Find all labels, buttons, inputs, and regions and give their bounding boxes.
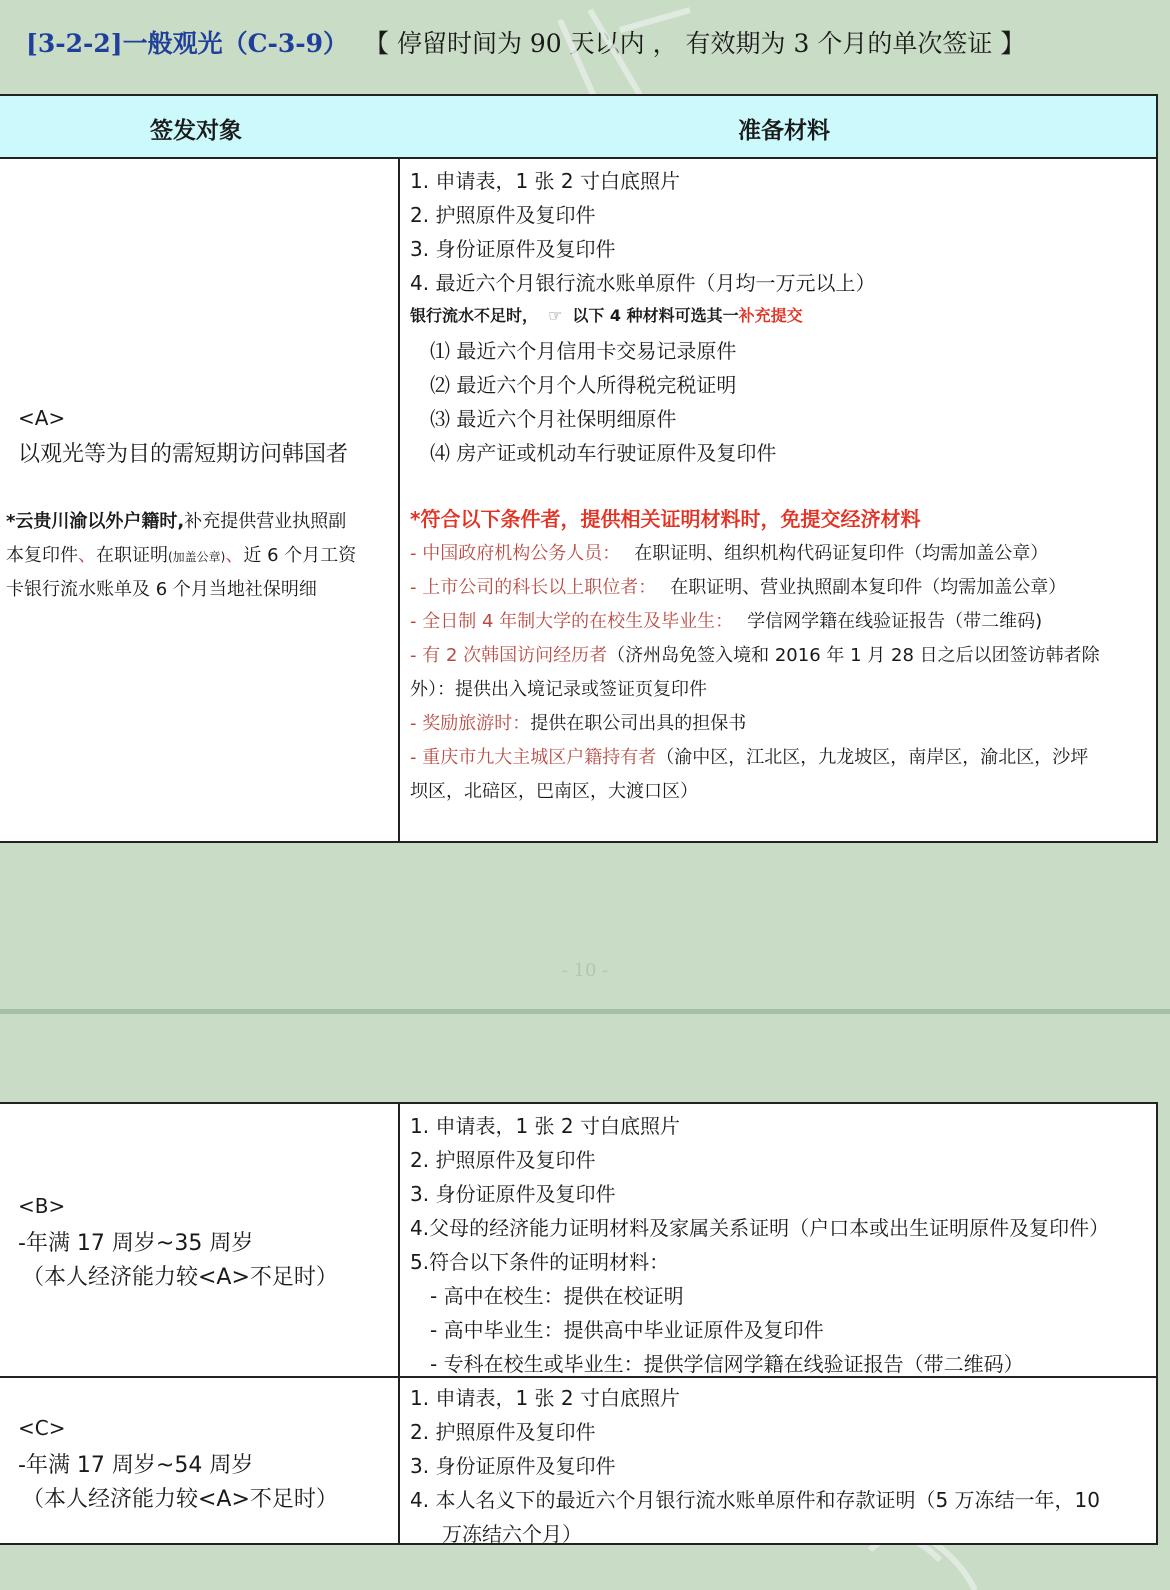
visa-code: [3-2-2]一般观光（C-3-9） [26, 29, 349, 58]
exempt-item: - 上市公司的科长以上职位者： 在职证明、营业执照副本复印件（均需加盖公章） [410, 577, 1067, 598]
material-item-continued: 万冻结六个月） [442, 1522, 582, 1546]
exempt-item: - 全日制 4 年制大学的在校生及毕业生： 学信网学籍在线验证报告（带二维码) [410, 611, 1043, 632]
material-subitem: - 高中在校生：提供在校证明 [430, 1284, 684, 1308]
material-item: 4. 本人名义下的最近六个月银行流水账单原件和存款证明（5 万冻结一年，10 [410, 1488, 1100, 1512]
note-line-1: *云贵川渝以外户籍时,补充提供营业执照副 [6, 511, 347, 532]
requirements-table-a [0, 94, 1158, 843]
exempt-item: - 中国政府机构公务人员： 在职证明、组织机构代码证复印件（均需加盖公章） [410, 543, 1049, 564]
exempt-title: *符合以下条件者，提供相关证明材料时，免提交经济材料 [410, 507, 921, 531]
exempt-item: - 重庆市九大主城区户籍持有者（渝中区，江北区，九龙坡区，南岸区，渝北区，沙坪 [410, 747, 1089, 768]
option-item: ⑴ 最近六个月信用卡交易记录原件 [430, 339, 737, 363]
requirements-table-bc [0, 1102, 1158, 1545]
material-item: 4.父母的经济能力证明材料及家属关系证明（户口本或出生证明原件及复印件） [410, 1216, 1110, 1240]
applicant-cell-b [0, 1104, 398, 1376]
condition-c: （本人经济能力较<A>不足时） [22, 1487, 338, 1512]
category-tag-c: <C> [18, 1416, 66, 1440]
page-number: - 10 - [561, 960, 609, 981]
age-range-c: -年满 17 周岁~54 周岁 [18, 1453, 254, 1478]
condition-b: （本人经济能力较<A>不足时） [22, 1265, 338, 1290]
material-item: 3. 身份证原件及复印件 [410, 1454, 616, 1478]
materials-cell-c [400, 1378, 1156, 1546]
insufficient-note: 银行流水不足时， ☞ 以下 4 种材料可选其一补充提交 [410, 306, 803, 325]
exempt-item-continued: 坝区，北碚区，巴南区，大渡口区） [410, 781, 698, 802]
material-item: 1. 申请表，1 张 2 寸白底照片 [410, 1114, 680, 1138]
header-materials: 准备材料 [738, 118, 830, 144]
material-item: 5.符合以下条件的证明材料： [410, 1250, 670, 1274]
title-bar [0, 0, 1170, 94]
exempt-item-continued: 外）：提供出入境记录或签证页复印件 [410, 679, 707, 700]
materials-cell-a [400, 159, 1156, 843]
page-title [26, 24, 1025, 60]
exempt-item: - 有 2 次韩国访问经历者（济州岛免签入境和 2016 年 1 月 28 日之后以团签访韩者除 [410, 645, 1100, 666]
material-item: 2. 护照原件及复印件 [410, 1420, 596, 1444]
pointing-hand-icon: ☞ [548, 306, 563, 325]
category-tag-b: <B> [18, 1194, 66, 1218]
exempt-item: - 奖励旅游时：提供在职公司出具的担保书 [410, 713, 747, 734]
page-divider [0, 1009, 1170, 1014]
material-item: 2. 护照原件及复印件 [410, 203, 596, 227]
note-line-3: 卡银行流水账单及 6 个月当地社保明细 [6, 579, 317, 600]
header-applicant: 签发对象 [150, 118, 242, 144]
applicant-cell-a [0, 159, 398, 843]
age-range-b: -年满 17 周岁~35 周岁 [18, 1231, 254, 1256]
category-tag-a: <A> [18, 406, 66, 430]
materials-cell-b [400, 1104, 1156, 1376]
material-item: 3. 身份证原件及复印件 [410, 1182, 616, 1206]
material-item: 1. 申请表，1 张 2 寸白底照片 [410, 1386, 680, 1410]
material-item: 3. 身份证原件及复印件 [410, 237, 616, 261]
applicant-cell-c [0, 1378, 398, 1543]
material-item: 4. 最近六个月银行流水账单原件（月均一万元以上） [410, 271, 876, 295]
material-subitem: - 高中毕业生：提供高中毕业证原件及复印件 [430, 1318, 824, 1342]
option-item: ⑷ 房产证或机动车行驶证原件及复印件 [430, 441, 777, 465]
material-item: 1. 申请表，1 张 2 寸白底照片 [410, 169, 680, 193]
material-item: 2. 护照原件及复印件 [410, 1148, 596, 1172]
material-subitem: - 专科在校生或毕业生：提供学信网学籍在线验证报告（带二维码） [430, 1352, 1024, 1376]
option-item: ⑵ 最近六个月个人所得税完税证明 [430, 373, 737, 397]
table-header [0, 96, 1158, 159]
visa-description: 【 停留时间为 90 天以内 ， 有效期为 3 个月的单次签证 】 [364, 29, 1026, 58]
category-desc-a: 以观光等为目的需短期访问韩国者 [18, 442, 349, 467]
option-item: ⑶ 最近六个月社保明细原件 [430, 407, 677, 431]
note-line-2: 本复印件、在职证明(加盖公章)、近 6 个月工资 [6, 545, 357, 566]
